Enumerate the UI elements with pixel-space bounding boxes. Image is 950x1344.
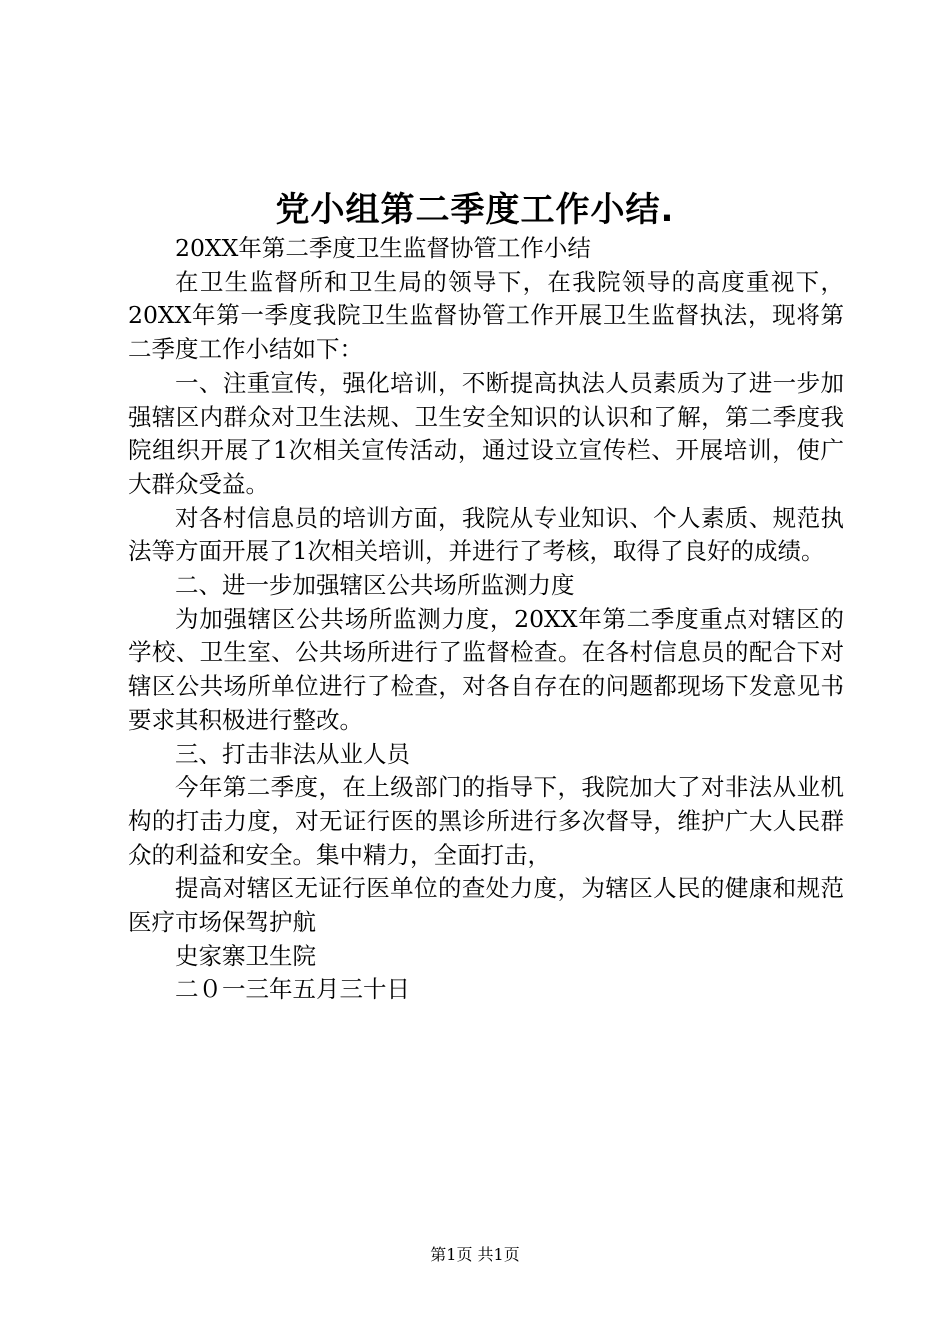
paragraph-section-three: 今年第二季度，在上级部门的指导下，我院加大了对非法从业机构的打击力度，对无证行医的黑诊所进行多次督导，维护广大人民群众的利益和安全。集中精力，全面打击，	[128, 773, 844, 869]
paragraph-section-one: 一、注重宣传，强化培训，不断提高执法人员素质为了进一步加强辖区内群众对卫生法规、卫生安全知识的认识和了解，第二季度我院组织开展了1次相关宣传活动，通过设立宣传栏、开展培训，使广大群众受益。	[128, 368, 844, 498]
paragraph-intro: 在卫生监督所和卫生局的领导下，在我院领导的高度重视下，20XX年第一季度我院卫生监督协管工作开展卫生监督执法，现将第二季度工作小结如下：	[128, 267, 844, 364]
paragraph-signature: 史家寨卫生院	[175, 941, 316, 970]
page-total: 共1页	[477, 1245, 520, 1264]
paragraph-section-three-heading: 三、打击非法从业人员	[175, 739, 410, 768]
page-footer	[0, 1244, 950, 1266]
paragraph-conclusion: 提高对辖区无证行医单位的查处力度，为辖区人民的健康和规范医疗市场保驾护航	[128, 874, 844, 937]
document-body	[128, 232, 844, 1007]
paragraph-training: 对各村信息员的培训方面，我院从专业知识、个人素质、规范执法等方面开展了1次相关培训，并进行了考核，取得了良好的成绩。	[128, 503, 844, 566]
paragraph-date: 二０一三年五月三十日	[175, 975, 410, 1004]
paragraph-section-two: 为加强辖区公共场所监测力度，20XX年第二季度重点对辖区的学校、卫生室、公共场所进行了监督检查。在各村信息员的配合下对辖区公共场所单位进行了检查，对各自存在的问题都现场下发意见书要求其积极进行整改。	[128, 604, 844, 734]
paragraph-section-two-heading: 二、进一步加强辖区公共场所监测力度	[175, 571, 575, 600]
document-title: 党小组第二季度工作小结.	[275, 190, 675, 230]
page-number: 第1页	[430, 1245, 473, 1264]
paragraph-subtitle: 20XX年第二季度卫生监督协管工作小结	[175, 234, 591, 262]
